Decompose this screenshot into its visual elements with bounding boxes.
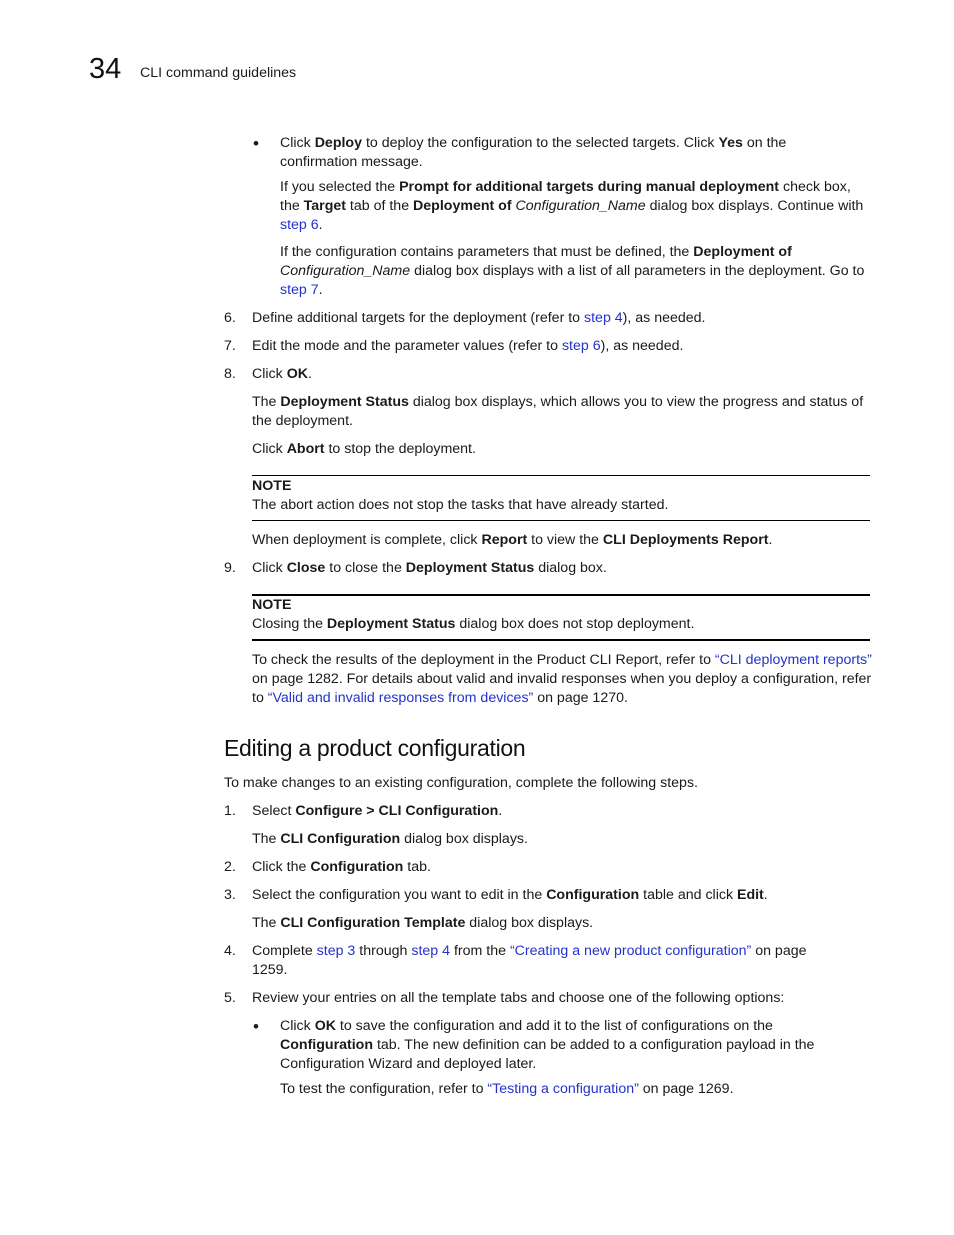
step-8: Click OK. [252, 366, 312, 382]
section-heading: Editing a product configuration [224, 735, 526, 761]
step-number: 4. [224, 943, 236, 959]
step-number: 9. [224, 560, 236, 576]
para-deployment-status: The Deployment Status dialog box displays, which allows you to view the progress and status of the deployment. [252, 394, 864, 429]
para-deployment-complete: When deployment is complete, click Report to view the CLI Deployments Report. [252, 532, 773, 548]
note-top-rule [252, 475, 870, 476]
link-step-4[interactable]: step 4 [411, 943, 450, 959]
note-closing: NOTE Closing the Deployment Status dialog box does not stop deployment. [252, 597, 695, 632]
para-check-results: To check the results of the deployment in the Product CLI Report, refer to “CLI deployment reports” on page 1282. For details about valid and invalid responses when you deploy a configuration, refer to “Valid and invalid responses from devices” on page 1270. [252, 652, 872, 706]
edit-step-4: Complete step 3 through step 4 from the “Creating a new product configuration” on page 1259. [252, 943, 807, 978]
link-step-6[interactable]: step 6 [561, 338, 601, 354]
note-bottom-rule [252, 520, 870, 521]
step-number: 5. [224, 990, 236, 1006]
step-6: Define additional targets for the deployment (refer to step 4), as needed. [252, 310, 706, 326]
step-number: 1. [224, 803, 236, 819]
step-number: 6. [224, 310, 236, 326]
edit-step-3-result: The CLI Configuration Template dialog box displays. [252, 915, 594, 931]
step-number: 8. [224, 366, 236, 382]
note-label: NOTE [252, 597, 292, 613]
chapter-title: CLI command guidelines [140, 65, 297, 81]
link-step-6[interactable]: step 6 [280, 217, 319, 233]
bullet-deploy: Click Deploy to deploy the configuration to the selected targets. Click Yes on the confirmation message. [280, 135, 787, 170]
para-test-configuration: To test the configuration, refer to “Testing a configuration” on page 1269. [280, 1081, 734, 1097]
link-cli-deployment-reports[interactable]: “CLI deployment reports” [714, 652, 872, 668]
link-valid-invalid-responses[interactable]: “Valid and invalid responses from devices” [267, 690, 534, 706]
link-step-7[interactable]: step 7 [280, 282, 319, 298]
step-number: 3. [224, 887, 236, 903]
section-intro: To make changes to an existing configuration, complete the following steps. [224, 775, 698, 791]
link-step-3[interactable]: step 3 [316, 943, 356, 959]
note-bottom-rule [252, 639, 870, 641]
chapter-number: 34 [89, 53, 122, 85]
note-label: NOTE [252, 478, 292, 494]
step-number: 7. [224, 338, 236, 354]
bullet-marker: • [253, 1017, 259, 1036]
edit-step-1-result: The CLI Configuration dialog box displays. [252, 831, 528, 847]
para-abort: Click Abort to stop the deployment. [252, 441, 476, 457]
para-prompt-targets: If you selected the Prompt for additional targets during manual deployment check box, the Target tab of the Deployment of Configuration_Name dialog box displays. Continue with step 6. [280, 179, 864, 233]
step-number: 2. [224, 859, 236, 875]
edit-step-5: Review your entries on all the template tabs and choose one of the following options: [252, 990, 785, 1006]
para-parameters: If the configuration contains parameters that must be defined, the Deployment of Configuration_Name dialog box displays with a list of all parameters in the deployment. Go to step 7. [280, 244, 865, 298]
step-7: Edit the mode and the parameter values (refer to step 6), as needed. [252, 338, 684, 354]
edit-step-2: Click the Configuration tab. [252, 859, 431, 875]
step-9: Click Close to close the Deployment Status dialog box. [252, 560, 607, 576]
link-testing-configuration[interactable]: “Testing a configuration” [487, 1081, 639, 1097]
edit-step-1: Select Configure > CLI Configuration. [252, 803, 503, 819]
link-step-4[interactable]: step 4 [584, 310, 623, 326]
note-abort: NOTE The abort action does not stop the tasks that have already started. [252, 478, 669, 513]
link-creating-new-configuration[interactable]: “Creating a new product configuration” [509, 943, 752, 959]
edit-step-3: Select the configuration you want to edit in the Configuration table and click Edit. [252, 887, 768, 903]
bullet-marker: • [253, 134, 259, 153]
bullet-ok: Click OK to save the configuration and add it to the list of configurations on the Configuration tab. The new definition can be added to a configuration payload in the Configuration Wizard and deployed later. [280, 1018, 815, 1072]
